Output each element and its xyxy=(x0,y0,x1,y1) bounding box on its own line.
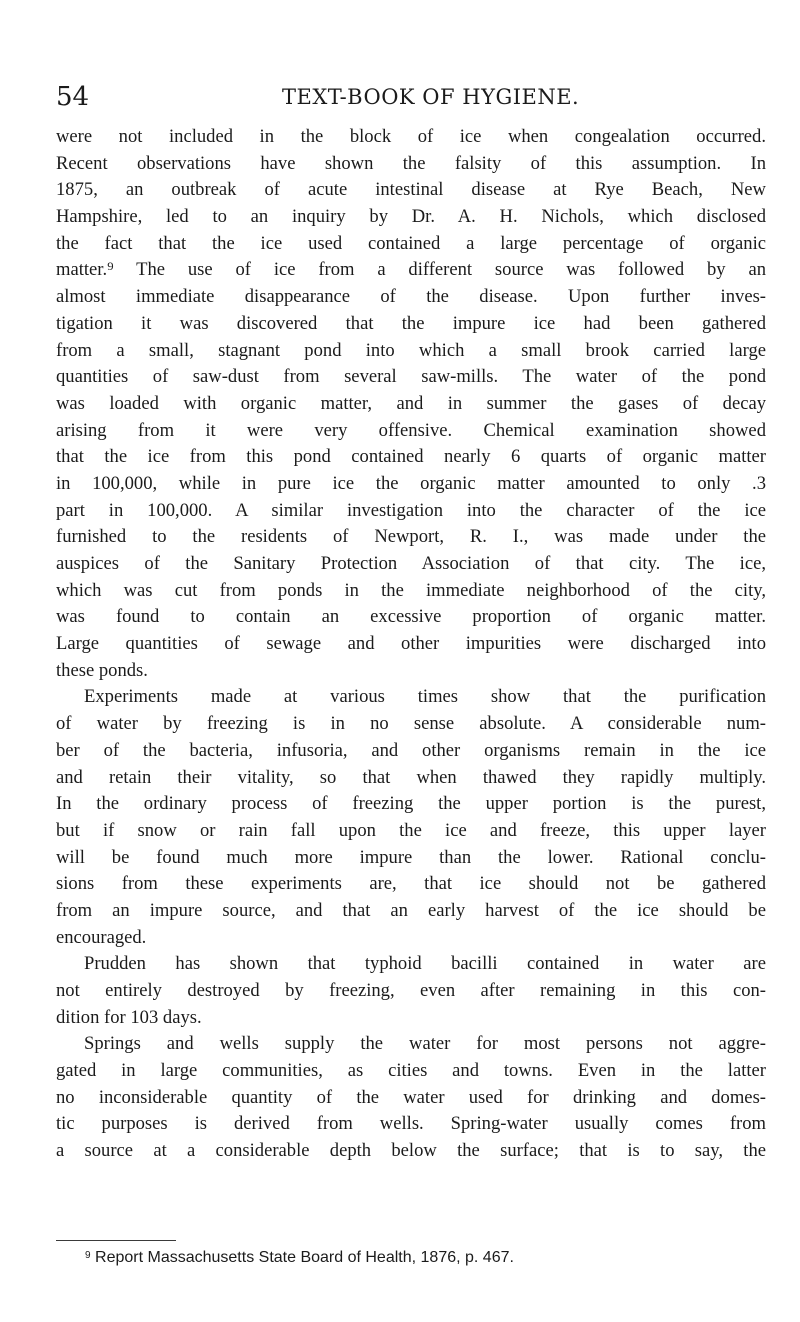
text-line: not entirely destroyed by freezing, even after remaining in this con- xyxy=(56,980,766,1001)
text-line: almost immediate disappearance of the disease. Upon further inves- xyxy=(56,286,766,308)
text-line: auspices of the Sanitary Protection Association of that city. The ice, xyxy=(56,553,766,574)
footnote-marker: 9 xyxy=(85,1250,91,1261)
text-line: were not included in the block of ice when congealation occurred. xyxy=(56,126,766,147)
text-line: was loaded with organic matter, and in summer the gases of decay xyxy=(56,392,766,414)
text-line: these ponds. xyxy=(56,659,148,681)
text-line: In the ordinary process of freezing the upper portion is the purest, xyxy=(56,793,766,815)
text-line: will be found much more impure than the lower. Rational conclu- xyxy=(56,846,766,868)
text-line: no inconsiderable quantity of the water used for drinking and domes- xyxy=(56,1086,766,1108)
text-line: ber of the bacteria, infusoria, and other organisms remain in the ice xyxy=(56,739,766,761)
running-head: TEXT-BOOK OF HYGIENE. xyxy=(282,85,580,109)
text-line: tic purposes is derived from wells. Spring-water usually comes from xyxy=(56,1113,766,1135)
text-line: gated in large communities, as cities and towns. Even in the latter xyxy=(56,1060,766,1082)
text-line: Prudden has shown that typhoid bacilli contained in water are xyxy=(84,953,766,975)
footnote-rule xyxy=(56,1240,176,1241)
text-line: Springs and wells supply the water for most persons not aggre- xyxy=(84,1033,766,1055)
text-line: part in 100,000. A similar investigation into the character of the ice xyxy=(56,499,766,521)
text-line: of water by freezing is in no sense absolute. A considerable num- xyxy=(56,713,766,735)
footnote-text: Report Massachusetts State Board of Health, 1876, p. 467. xyxy=(95,1249,514,1266)
text-line: Large quantities of sewage and other impurities were discharged into xyxy=(56,633,766,655)
body-text xyxy=(56,124,766,1165)
text-line: that the ice from this pond contained nearly 6 quarts of organic matter xyxy=(56,446,766,468)
text-line: from an impure source, and that an early harvest of the ice should be xyxy=(56,899,766,921)
text-line: the fact that the ice used contained a large percentage of organic xyxy=(56,232,766,254)
text-line: 1875, an outbreak of acute intestinal disease at Rye Beach, New xyxy=(56,179,766,201)
text-line: in 100,000, while in pure ice the organic matter amounted to only .3 xyxy=(56,472,766,494)
text-line: quantities of saw-dust from several saw-mills. The water of the pond xyxy=(56,366,766,388)
text-line: from a small, stagnant pond into which a small brook carried large xyxy=(56,339,766,361)
page-number: 54 xyxy=(56,82,90,112)
text-line: was found to contain an excessive proportion of organic matter. xyxy=(56,606,766,628)
text-line: and retain their vitality, so that when thawed they rapidly multiply. xyxy=(56,766,766,788)
footnote xyxy=(85,1247,514,1269)
text-line: sions from these experiments are, that ice should not be gathered xyxy=(56,873,766,895)
text-line: arising from it were very offensive. Chemical examination showed xyxy=(56,419,766,441)
text-line: matter.⁹ The use of ice from a different source was followed by an xyxy=(56,259,766,281)
text-line: tigation it was discovered that the impure ice had been gathered xyxy=(56,312,766,334)
text-line: but if snow or rain fall upon the ice and freeze, this upper layer xyxy=(56,819,766,841)
text-line: a source at a considerable depth below the surface; that is to say, the xyxy=(56,1140,766,1162)
text-line: Hampshire, led to an inquiry by Dr. A. H. Nichols, which disclosed xyxy=(56,206,766,228)
text-line: which was cut from ponds in the immediate neighborhood of the city, xyxy=(56,579,766,601)
text-line: Recent observations have shown the falsity of this assumption. In xyxy=(56,152,766,174)
text-line: Experiments made at various times show that the purification xyxy=(84,686,766,708)
text-line: dition for 103 days. xyxy=(56,1006,202,1028)
text-line: encouraged. xyxy=(56,926,147,948)
text-line: furnished to the residents of Newport, R. I., was made under the xyxy=(56,526,766,548)
